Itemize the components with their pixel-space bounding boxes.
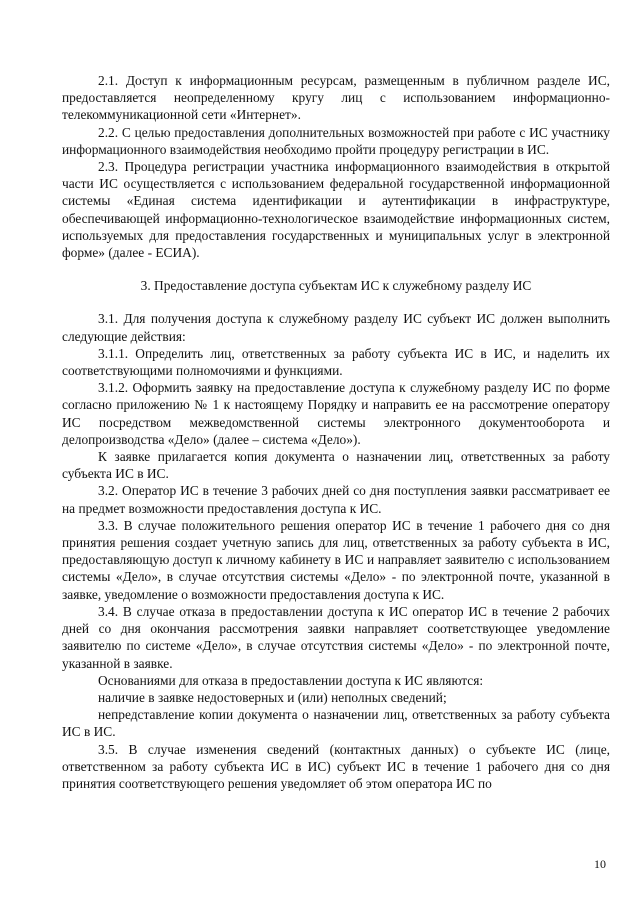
paragraph-3-3: 3.3. В случае положительного решения оператор ИС в течение 1 рабочего дня со дня принятия решения создает учетную запись для лиц, ответственных за работу субъекта в ИС, предоставляющую доступ к личному кабинету в ИС и направляет заявителю с использованием системы «Дело», в случае отсутствия системы «Дело» - по электронной почте, указанной в заявке, уведомление о возможности предоставления доступа к ИС.: [62, 517, 610, 602]
paragraph-3-4: 3.4. В случае отказа в предоставлении доступа к ИС оператор ИС в течение 2 рабочих дней со дня окончания рассмотрения заявки направляет соответствующее уведомление заявителю по системе «Дело», в случае отсутствия системы «Дело» - по электронной почте, указанной в заявке.: [62, 603, 610, 671]
paragraph-2-1: 2.1. Доступ к информационным ресурсам, размещенным в публичном разделе ИС, предоставляется неопределенному кругу лиц с использованием информационно-телекоммуникационной сети «Интернет».: [62, 73, 610, 123]
paragraph-3-1-2: 3.1.2. Оформить заявку на предоставление доступа к служебному разделу ИС по форме согласно приложению № 1 к настоящему Порядку и направить ее на рассмотрение оператору ИС посредством межведомственной системы электронного документооборота и делопроизводства «Дело» (далее – система «Дело»).: [62, 380, 610, 447]
paragraph-2-2: 2.2. С целью предоставления дополнительных возможностей при работе с ИС участнику информационного взаимодействия необходимо пройти процедуру регистрации в ИС.: [62, 124, 610, 157]
document-page: [62, 72, 610, 792]
paragraph-3-1-1: 3.1.1. Определить лиц, ответственных за работу субъекта ИС в ИС, и наделить их соответствующими полномочиями и функциями.: [62, 345, 610, 379]
paragraph-refusal-grounds: Основаниями для отказа в предоставлении доступа к ИС являются:: [98, 672, 484, 688]
paragraph-refusal-ground-1: наличие в заявке недостоверных и (или) неполных сведений;: [98, 689, 447, 705]
paragraph-3-5: 3.5. В случае изменения сведений (контактных данных) о субъекте ИС (лице, ответственном за работу субъекта ИС в ИС) субъект ИС в течение 1 рабочего дня со дня принятия соответствующего решения уведомляет об этом оператора ИС по: [62, 741, 610, 791]
paragraph-3-2: 3.2. Оператор ИС в течение 3 рабочих дней со дня поступления заявки рассматривает ее на предмет возможности предоставления доступа к ИС.: [62, 483, 610, 516]
paragraph-attachment-note: К заявке прилагается копия документа о назначении лиц, ответственных за работу субъекта ИС в ИС.: [62, 449, 610, 482]
section-heading: 3. Предоставление доступа субъектам ИС к служебному разделу ИС: [140, 278, 532, 294]
paragraph-refusal-ground-2: непредставление копии документа о назначении лиц, ответственных за работу субъекта ИС в ИС.: [62, 707, 610, 740]
page-number: 10: [594, 857, 606, 871]
paragraph-2-3: 2.3. Процедура регистрации участника информационного взаимодействия в открытой части ИС осуществляется с использованием федеральной государственной информационной системы «Единая система идентификации и аутентификации в инфраструктуре, обеспечивающей информационно-технологическое взаимодействие информационных систем, используемых для предоставления государственных и муниципальных услуг в электронной форме» (далее - ЕСИА).: [62, 159, 610, 261]
paragraph-3-1: 3.1. Для получения доступа к служебному разделу ИС субъект ИС должен выполнить следующие действия:: [62, 311, 610, 344]
